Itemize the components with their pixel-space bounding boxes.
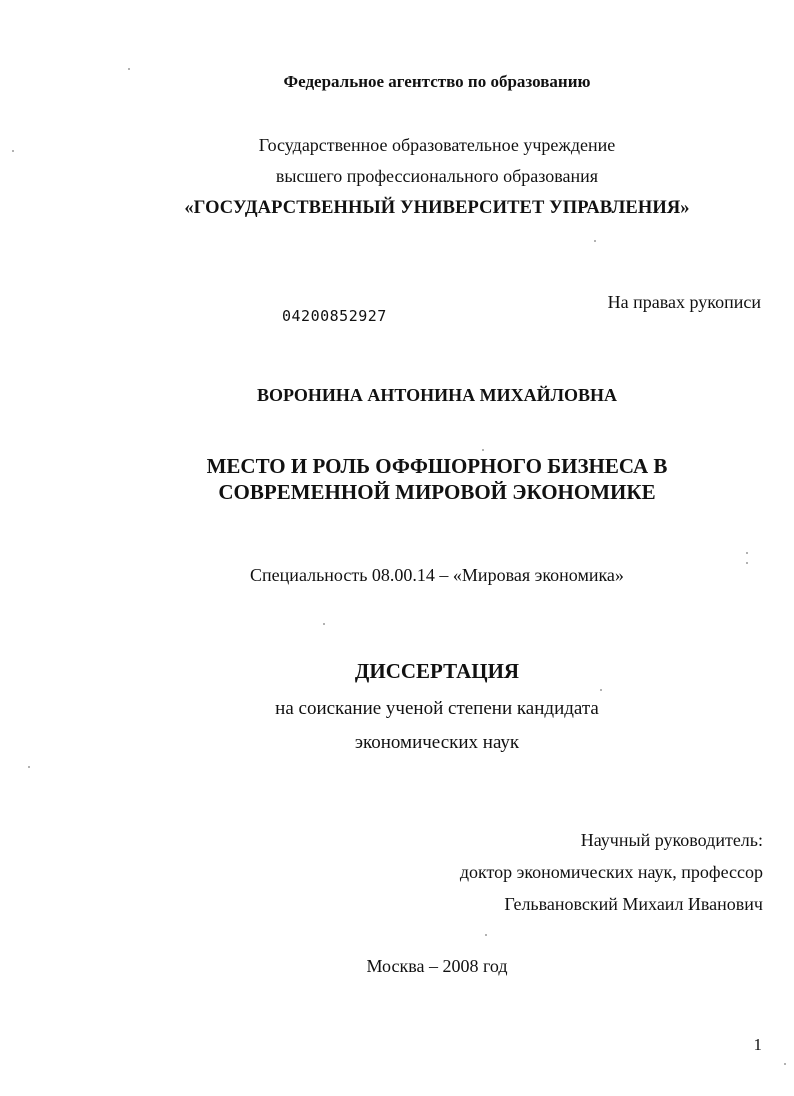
author-name: ВОРОНИНА АНТОНИНА МИХАЙЛОВНА bbox=[256, 385, 618, 405]
scan-speck bbox=[784, 1063, 786, 1065]
supervisor-label: Научный руководитель: bbox=[580, 830, 763, 850]
degree-line-2: экономических наук bbox=[354, 732, 520, 753]
specialty: Специальность 08.00.14 – «Мировая экономика» bbox=[250, 565, 624, 585]
degree-line-1: на соискание ученой степени кандидата bbox=[275, 698, 599, 719]
supervisor-name: Гельвановский Михаил Иванович bbox=[504, 894, 763, 914]
dissertation-heading: ДИССЕРТАЦИЯ bbox=[354, 659, 520, 683]
scan-speck bbox=[485, 934, 487, 936]
manuscript-rights-note: На правах рукописи bbox=[607, 292, 761, 312]
city-year: Москва – 2008 год bbox=[366, 956, 508, 976]
scan-speck bbox=[482, 449, 484, 451]
scan-speck bbox=[12, 150, 14, 152]
scan-speck bbox=[128, 68, 130, 70]
institution-line-2: высшего профессионального образования bbox=[275, 166, 599, 186]
scan-speck bbox=[28, 766, 30, 768]
scan-speck bbox=[746, 562, 748, 564]
scan-speck bbox=[594, 240, 596, 242]
scan-speck bbox=[600, 689, 602, 691]
page-number: 1 bbox=[753, 1035, 762, 1054]
thesis-title-line-1: МЕСТО И РОЛЬ ОФФШОРНОГО БИЗНЕСА В bbox=[206, 454, 668, 478]
scan-speck bbox=[323, 623, 325, 625]
agency-name: Федеральное агентство по образованию bbox=[283, 72, 591, 91]
thesis-title-line-2: СОВРЕМЕННОЙ МИРОВОЙ ЭКОНОМИКЕ bbox=[218, 480, 656, 504]
scan-speck bbox=[746, 552, 748, 554]
registration-code: 04200852927 bbox=[282, 307, 387, 325]
university-name: «ГОСУДАРСТВЕННЫЙ УНИВЕРСИТЕТ УПРАВЛЕНИЯ» bbox=[184, 198, 690, 218]
institution-line-1: Государственное образовательное учреждение bbox=[258, 135, 616, 155]
supervisor-credentials: доктор экономических наук, профессор bbox=[459, 862, 763, 882]
